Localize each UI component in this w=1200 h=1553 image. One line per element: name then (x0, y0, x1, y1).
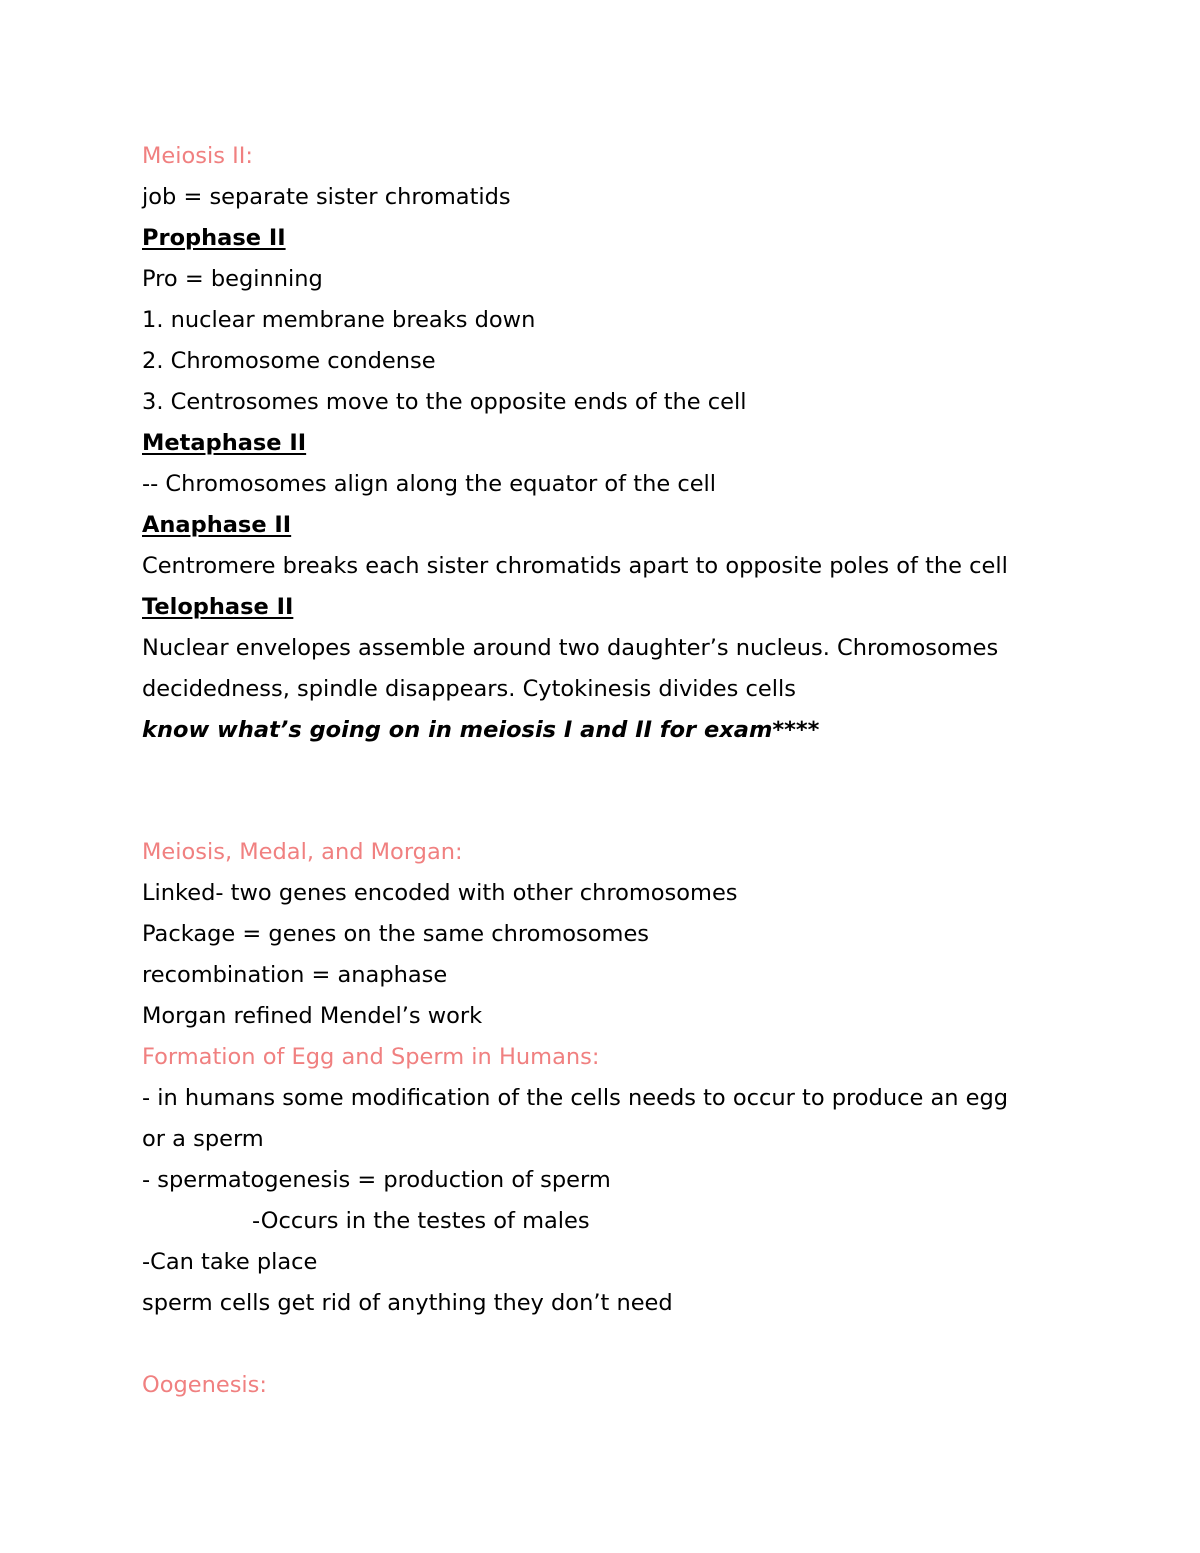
section2-line: Linked- two genes encoded with other chromosomes (142, 880, 738, 906)
prophase-line: 2. Chromosome condense (142, 348, 436, 374)
metaphase-line: -- Chromosomes align along the equator of the cell (142, 471, 717, 497)
section-title-meiosis-ii: Meiosis II: (142, 143, 253, 169)
section3-line: sperm cells get rid of anything they don’t need (142, 1290, 673, 1316)
section-title-egg-sperm: Formation of Egg and Sperm in Humans: (142, 1044, 600, 1070)
section2-line: Package = genes on the same chromosomes (142, 921, 650, 947)
heading-telophase-ii: Telophase II (142, 594, 294, 620)
section3-line: - spermatogenesis = production of sperm (142, 1167, 611, 1193)
telophase-line: Nuclear envelopes assemble around two daughter’s nucleus. Chromosomes (142, 635, 999, 661)
section3-indented-line: -Occurs in the testes of males (252, 1208, 590, 1234)
section-title-oogenesis: Oogenesis: (142, 1372, 267, 1398)
heading-anaphase-ii: Anaphase II (142, 512, 292, 538)
exam-note: know what’s going on in meiosis I and II for exam**** (142, 717, 820, 743)
heading-metaphase-ii: Metaphase II (142, 430, 307, 456)
prophase-line: 1. nuclear membrane breaks down (142, 307, 536, 333)
telophase-line: decidedness, spindle disappears. Cytokinesis divides cells (142, 676, 796, 702)
section-title-meiosis-medal-morgan: Meiosis, Medal, and Morgan: (142, 839, 463, 865)
heading-prophase-ii: Prophase II (142, 225, 286, 251)
section3-line: -Can take place (142, 1249, 318, 1275)
section2-line: recombination = anaphase (142, 962, 448, 988)
section2-line: Morgan refined Mendel’s work (142, 1003, 483, 1029)
anaphase-line: Centromere breaks each sister chromatids apart to opposite poles of the cell (142, 553, 1008, 579)
section3-line: or a sperm (142, 1126, 264, 1152)
prophase-line: 3. Centrosomes move to the opposite ends of the cell (142, 389, 747, 415)
job-line: job = separate sister chromatids (142, 184, 511, 210)
section3-line: - in humans some modification of the cells needs to occur to produce an egg (142, 1085, 1009, 1111)
prophase-line: Pro = beginning (142, 266, 323, 292)
